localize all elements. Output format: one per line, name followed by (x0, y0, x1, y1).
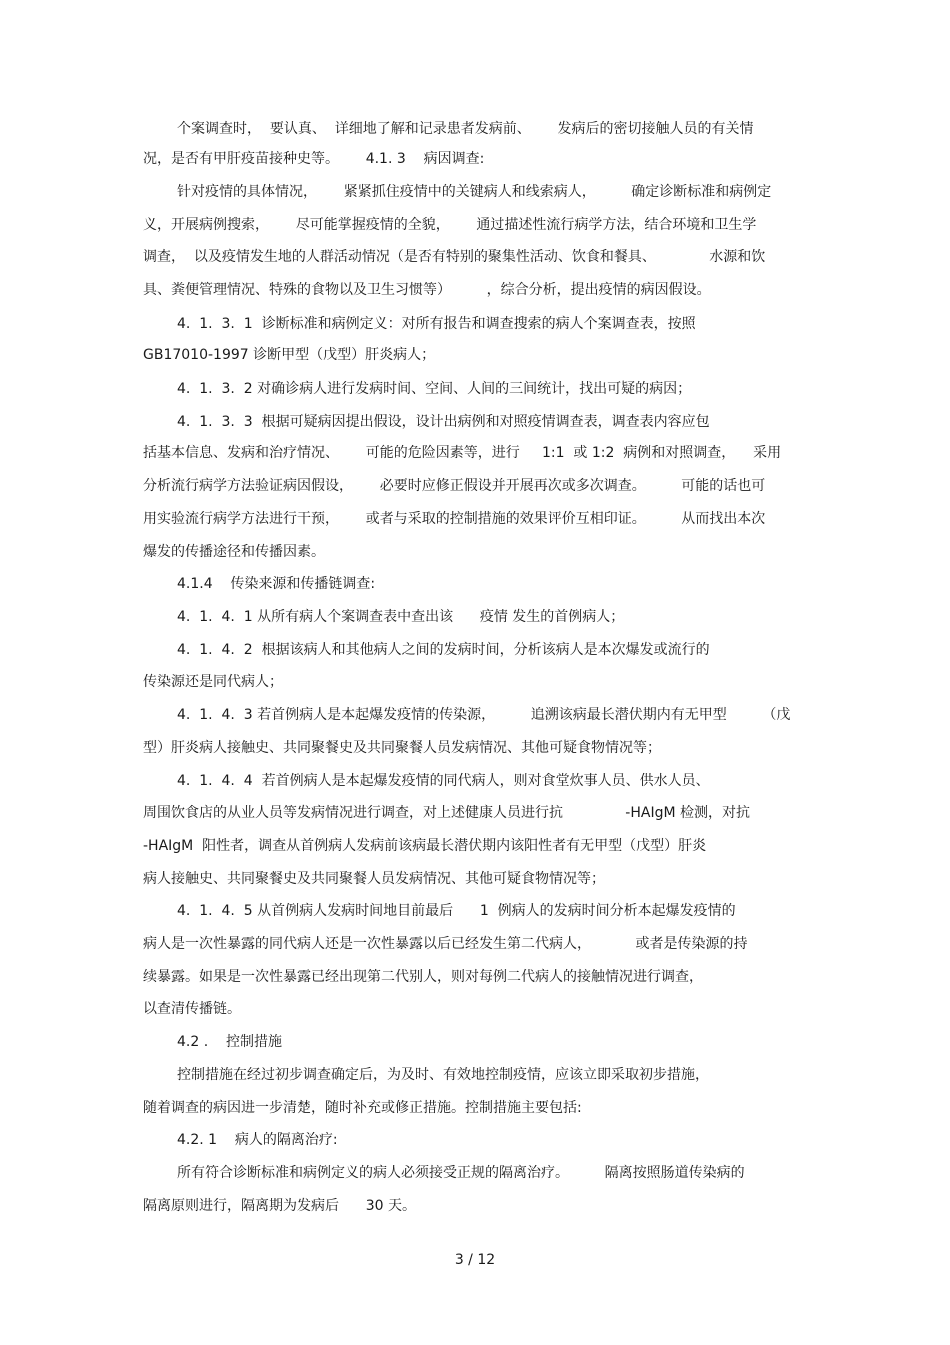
text-line: 4. 1. 3. 2 对确诊病人进行发病时间、空间、人间的三间统计，找出可疑的病因； (177, 381, 692, 397)
text-line: 括基本信息、发病和治疗情况、 可能的危险因素等，进行 1:1 或 1:2 病例和对照调查， 采用 (143, 445, 782, 461)
text-line: 分析流行病学方法验证病因假设， 必要时应修正假设并开展再次或多次调查。 可能的话也可 (143, 478, 766, 494)
text-line: GB17010-1997 诊断甲型（戊型）肝炎病人； (143, 347, 436, 363)
text-line: 4. 1. 4. 5 从首例病人发病时间地目前最后 1 例病人的发病时间分析本起爆发疫情的 (177, 903, 736, 919)
page-number: 3 / 12 (454, 1252, 496, 1268)
text-line: 病人接触史、共同聚餐史及共同聚餐人员发病情况、其他可疑食物情况等； (143, 871, 605, 887)
text-line: 所有符合诊断标准和病例定义的病人必须接受正规的隔离治疗。 隔离按照肠道传染病的 (177, 1165, 745, 1181)
text-line: 病人是一次性暴露的同代病人还是一次性暴露以后已经发生第二代病人， 或者是传染源的持 (143, 936, 748, 952)
text-line: 4. 1. 4. 3 若首例病人是本起爆发疫情的传染源， 追溯该病最长潜伏期内有无甲型 （戊 (177, 707, 791, 723)
text-line: 型）肝炎病人接触史、共同聚餐史及共同聚餐人员发病情况、其他可疑食物情况等； (143, 740, 661, 756)
section-heading: 4.2 . 控制措施 (177, 1034, 282, 1050)
text-line: 4. 1. 4. 1 从所有病人个案调查表中查出该 疫情 发生的首例病人； (177, 609, 625, 625)
text-line: 4. 1. 4. 4 若首例病人是本起爆发疫情的同代病人，则对食堂炊事人员、供水人员、 (177, 773, 710, 789)
text-line: 4. 1. 3. 1 诊断标准和病例定义：对所有报告和调查搜索的病人个案调查表，按照 (177, 316, 696, 332)
text-line: 调查， 以及疫情发生地的人群活动情况（是否有特别的聚集性活动、饮食和餐具、 水源和饮 (143, 249, 766, 265)
text-line: 具、粪便管理情况、特殊的食物以及卫生习惯等） ，综合分析，提出疫情的病因假设。 (143, 282, 711, 298)
text-line: 随着调查的病因进一步清楚，随时补充或修正措施。控制措施主要包括: (143, 1100, 582, 1116)
text-line: -HAIgM 阳性者，调查从首例病人发病前该病最长潜伏期内该阳性者有无甲型（戊型）肝炎 (143, 838, 707, 854)
text-line: 以查清传播链。 (143, 1001, 241, 1017)
section-heading: 4.2. 1 病人的隔离治疗: (177, 1132, 338, 1148)
text-line: 况，是否有甲肝疫苗接种史等。 4.1. 3 病因调查: (143, 151, 485, 167)
section-heading: 4.1.4 传染来源和传播链调查: (177, 576, 376, 592)
text-line: 义，开展病例搜索， 尽可能掌握疫情的全貌， 通过描述性流行病学方法，结合环境和卫生学 (143, 217, 757, 233)
text-line: 4. 1. 4. 2 根据该病人和其他病人之间的发病时间，分析该病人是本次爆发或流行的 (177, 642, 710, 658)
text-line: 隔离原则进行，隔离期为发病后 30 天。 (143, 1198, 416, 1214)
text-line: 4. 1. 3. 3 根据可疑病因提出假设，设计出病例和对照疫情调查表，调查表内容应包 (177, 414, 710, 430)
text-line: 个案调查时， 要认真、 详细地了解和记录患者发病前、 发病后的密切接触人员的有关情 (177, 121, 754, 137)
text-line: 针对疫情的具体情况， 紧紧抓住疫情中的关键病人和线索病人， 确定诊断标准和病例定 (177, 184, 772, 200)
text-line: 续暴露。如果是一次性暴露已经出现第二代别人，则对每例二代病人的接触情况进行调查， (143, 969, 703, 985)
text-line: 用实验流行病学方法进行干预， 或者与采取的控制措施的效果评价互相印证。 从而找出本次 (143, 511, 766, 527)
text-line: 传染源还是同代病人； (143, 674, 283, 690)
text-line: 控制措施在经过初步调查确定后，为及时、有效地控制疫情，应该立即采取初步措施， (177, 1067, 709, 1083)
text-line: 周围饮食店的从业人员等发病情况进行调查，对上述健康人员进行抗 -HAIgM 检测，对抗 (143, 805, 751, 821)
text-line: 爆发的传播途径和传播因素。 (143, 544, 325, 560)
